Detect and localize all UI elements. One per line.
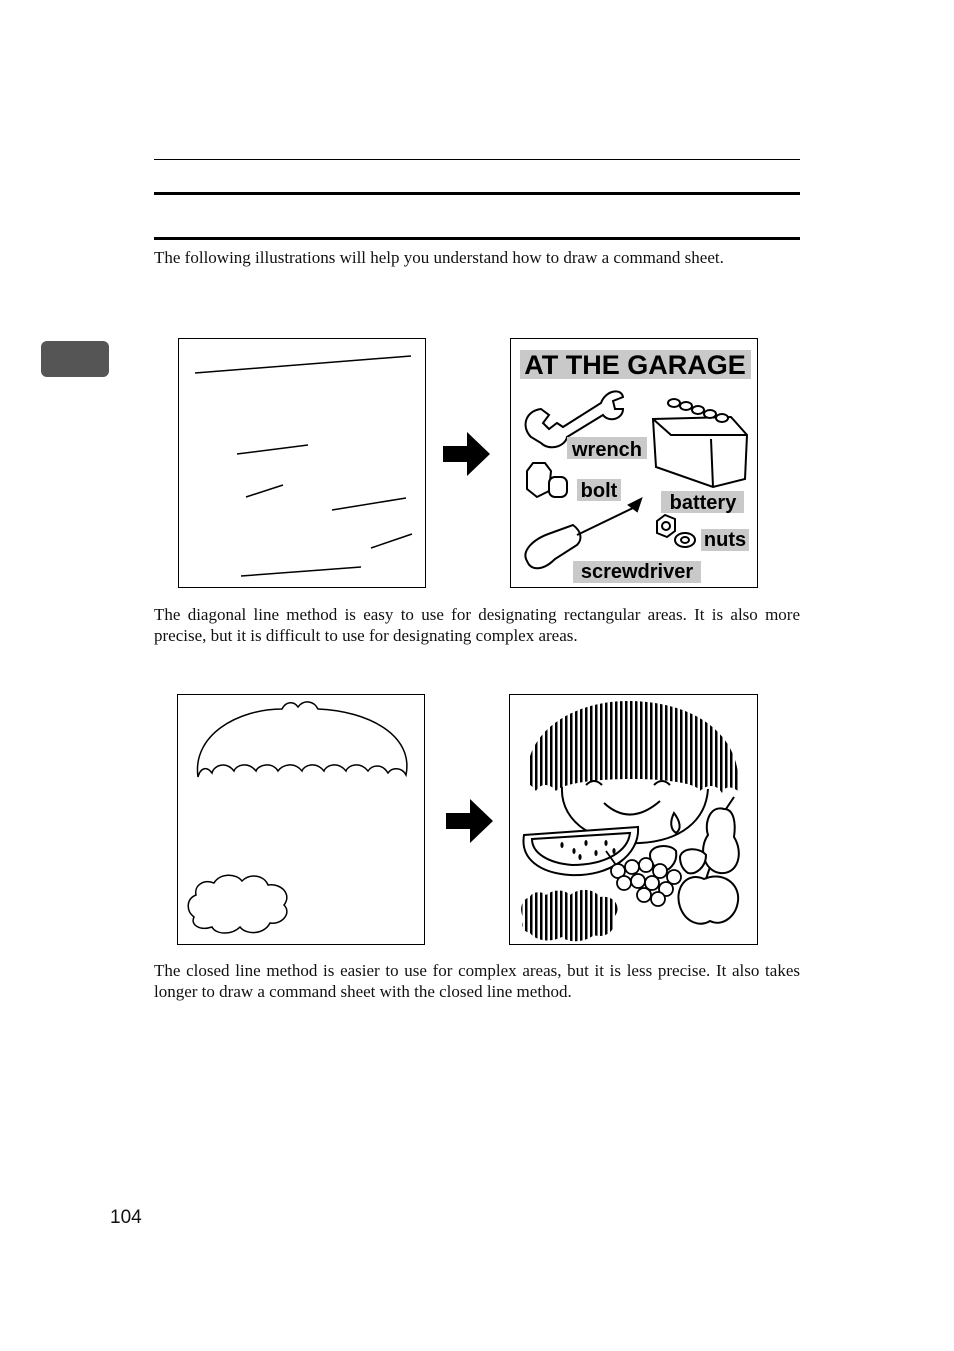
intro-paragraph: The following illustrations will help you understand how to draw a command sheet. [154, 248, 724, 267]
fruit-result-sheet [509, 694, 758, 945]
label-nuts: nuts [703, 529, 747, 551]
header-thin-rule [154, 159, 800, 160]
closed-lines [178, 695, 426, 946]
label-battery: battery [669, 492, 737, 514]
label-wrench: wrench [571, 439, 643, 461]
right-arrow-icon [443, 432, 491, 476]
screwdriver-icon [525, 499, 641, 568]
apple-icon [678, 867, 738, 924]
closed-command-sheet [177, 694, 425, 945]
closed-caption: The closed line method is easier to use for complex areas, but it is less precise. It also takes longer to draw a command sheet with the closed line method. [154, 961, 800, 1001]
garage-title: AT THE GARAGE [524, 350, 746, 380]
pear-icon [703, 797, 739, 873]
label-bolt: bolt [580, 480, 618, 502]
section-rule [154, 237, 800, 240]
child-fruit-illustration [510, 695, 759, 946]
garage-result-sheet [510, 338, 758, 588]
diagonal-lines [179, 339, 427, 589]
page-number: 104 [110, 1207, 142, 1228]
nuts-icon [657, 515, 695, 547]
garage-illustration [511, 339, 759, 589]
diagonal-caption: The diagonal line method is easy to use for designating rectangular areas. It is also more precise, but it is difficult to use for designating complex areas. [154, 605, 800, 645]
header-thick-rule [154, 192, 800, 195]
label-screwdriver: screwdriver [580, 561, 694, 583]
bolt-icon [527, 463, 567, 497]
hair-area [527, 701, 738, 793]
bottom-striped-area [521, 890, 617, 941]
diagonal-command-sheet [178, 338, 426, 588]
chapter-tab [41, 341, 109, 377]
battery-icon [653, 399, 747, 487]
right-arrow-icon [446, 799, 494, 843]
